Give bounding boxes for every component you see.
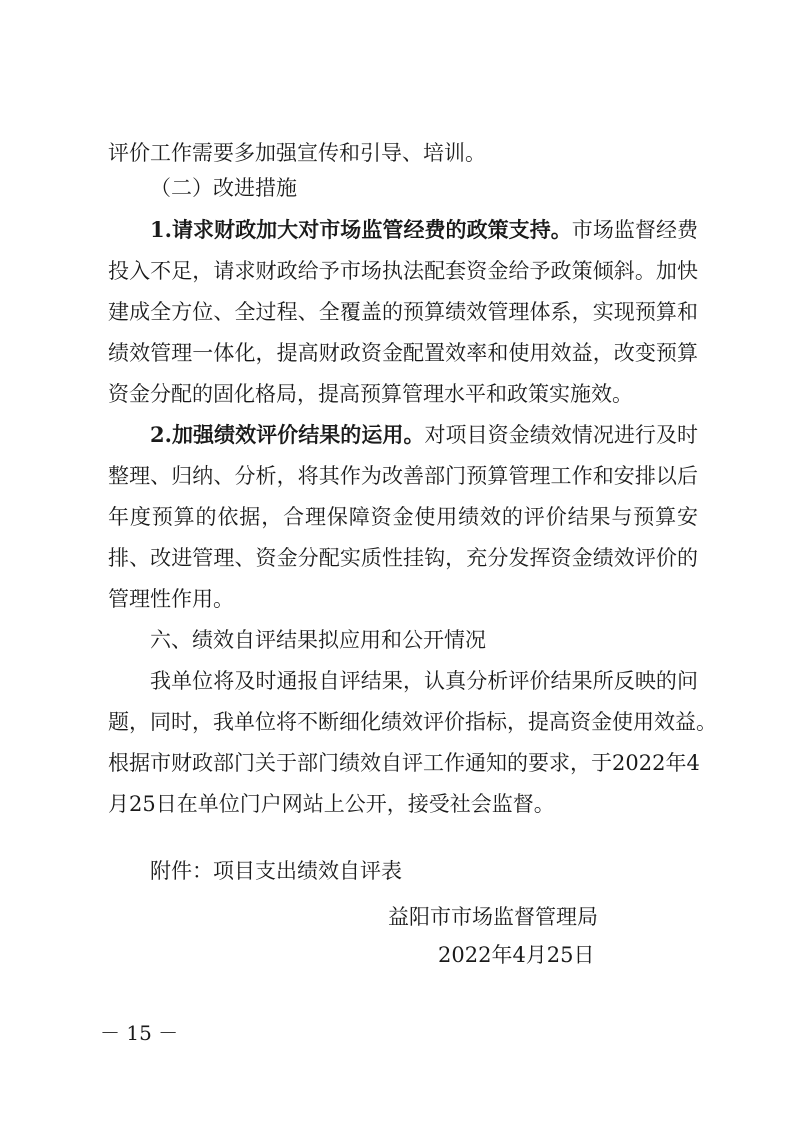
text-line: 绩效管理一体化，提高财政资金配置效率和使用效益，改变预算: [108, 341, 698, 365]
text-line: 我单位将及时通报自评结果，认真分析评价结果所反映的问: [150, 669, 698, 693]
text-line: 建成全方位、全过程、全覆盖的预算绩效管理体系，实现预算和: [108, 300, 698, 324]
text-line: 根据市财政部门关于部门绩效自评工作通知的要求，于2022年4: [108, 751, 700, 775]
text-line: 月25日在单位门户网站上公开，接受社会监督。: [108, 792, 555, 816]
signature-org: 益阳市市场监督管理局: [388, 905, 598, 929]
signature-date: 2022年4月25日: [438, 943, 595, 967]
text-run: 市场监督经费: [571, 218, 699, 242]
section-heading: 六、绩效自评结果拟应用和公开情况: [150, 628, 486, 652]
bold-heading: 1.请求财政加大对市场监管经费的政策支持。: [150, 217, 572, 242]
text-run: 对项目资金绩效情况进行及时: [424, 423, 699, 447]
text-line: 评价工作需要多加强宣传和引导、培训。: [108, 141, 486, 165]
text-line: 排、改进管理、资金分配实质性挂钩，充分发挥资金绩效评价的: [108, 546, 698, 570]
attachment-line: 附件：项目支出绩效自评表: [150, 859, 402, 883]
text-line: 整理、归纳、分析，将其作为改善部门预算管理工作和安排以后: [108, 464, 698, 488]
subsection-heading: （二）改进措施: [150, 176, 297, 200]
text-line: 资金分配的固化格局，提高预算管理水平和政策实施效。: [108, 382, 633, 406]
text-line: 年度预算的依据，合理保障资金使用绩效的评价结果与预算安: [108, 505, 698, 529]
page-number: － 15 －: [100, 1021, 179, 1045]
text-line: 管理性作用。: [108, 587, 234, 611]
paragraph-line: [150, 420, 698, 450]
text-line: 投入不足，请求财政给予市场执法配套资金给予政策倾斜。加快: [108, 259, 698, 283]
paragraph-line: [150, 215, 698, 245]
text-line: 题，同时，我单位将不断细化绩效评价指标，提高资金使用效益。: [108, 710, 717, 734]
bold-heading: 2.加强绩效评价结果的运用。: [150, 422, 425, 447]
